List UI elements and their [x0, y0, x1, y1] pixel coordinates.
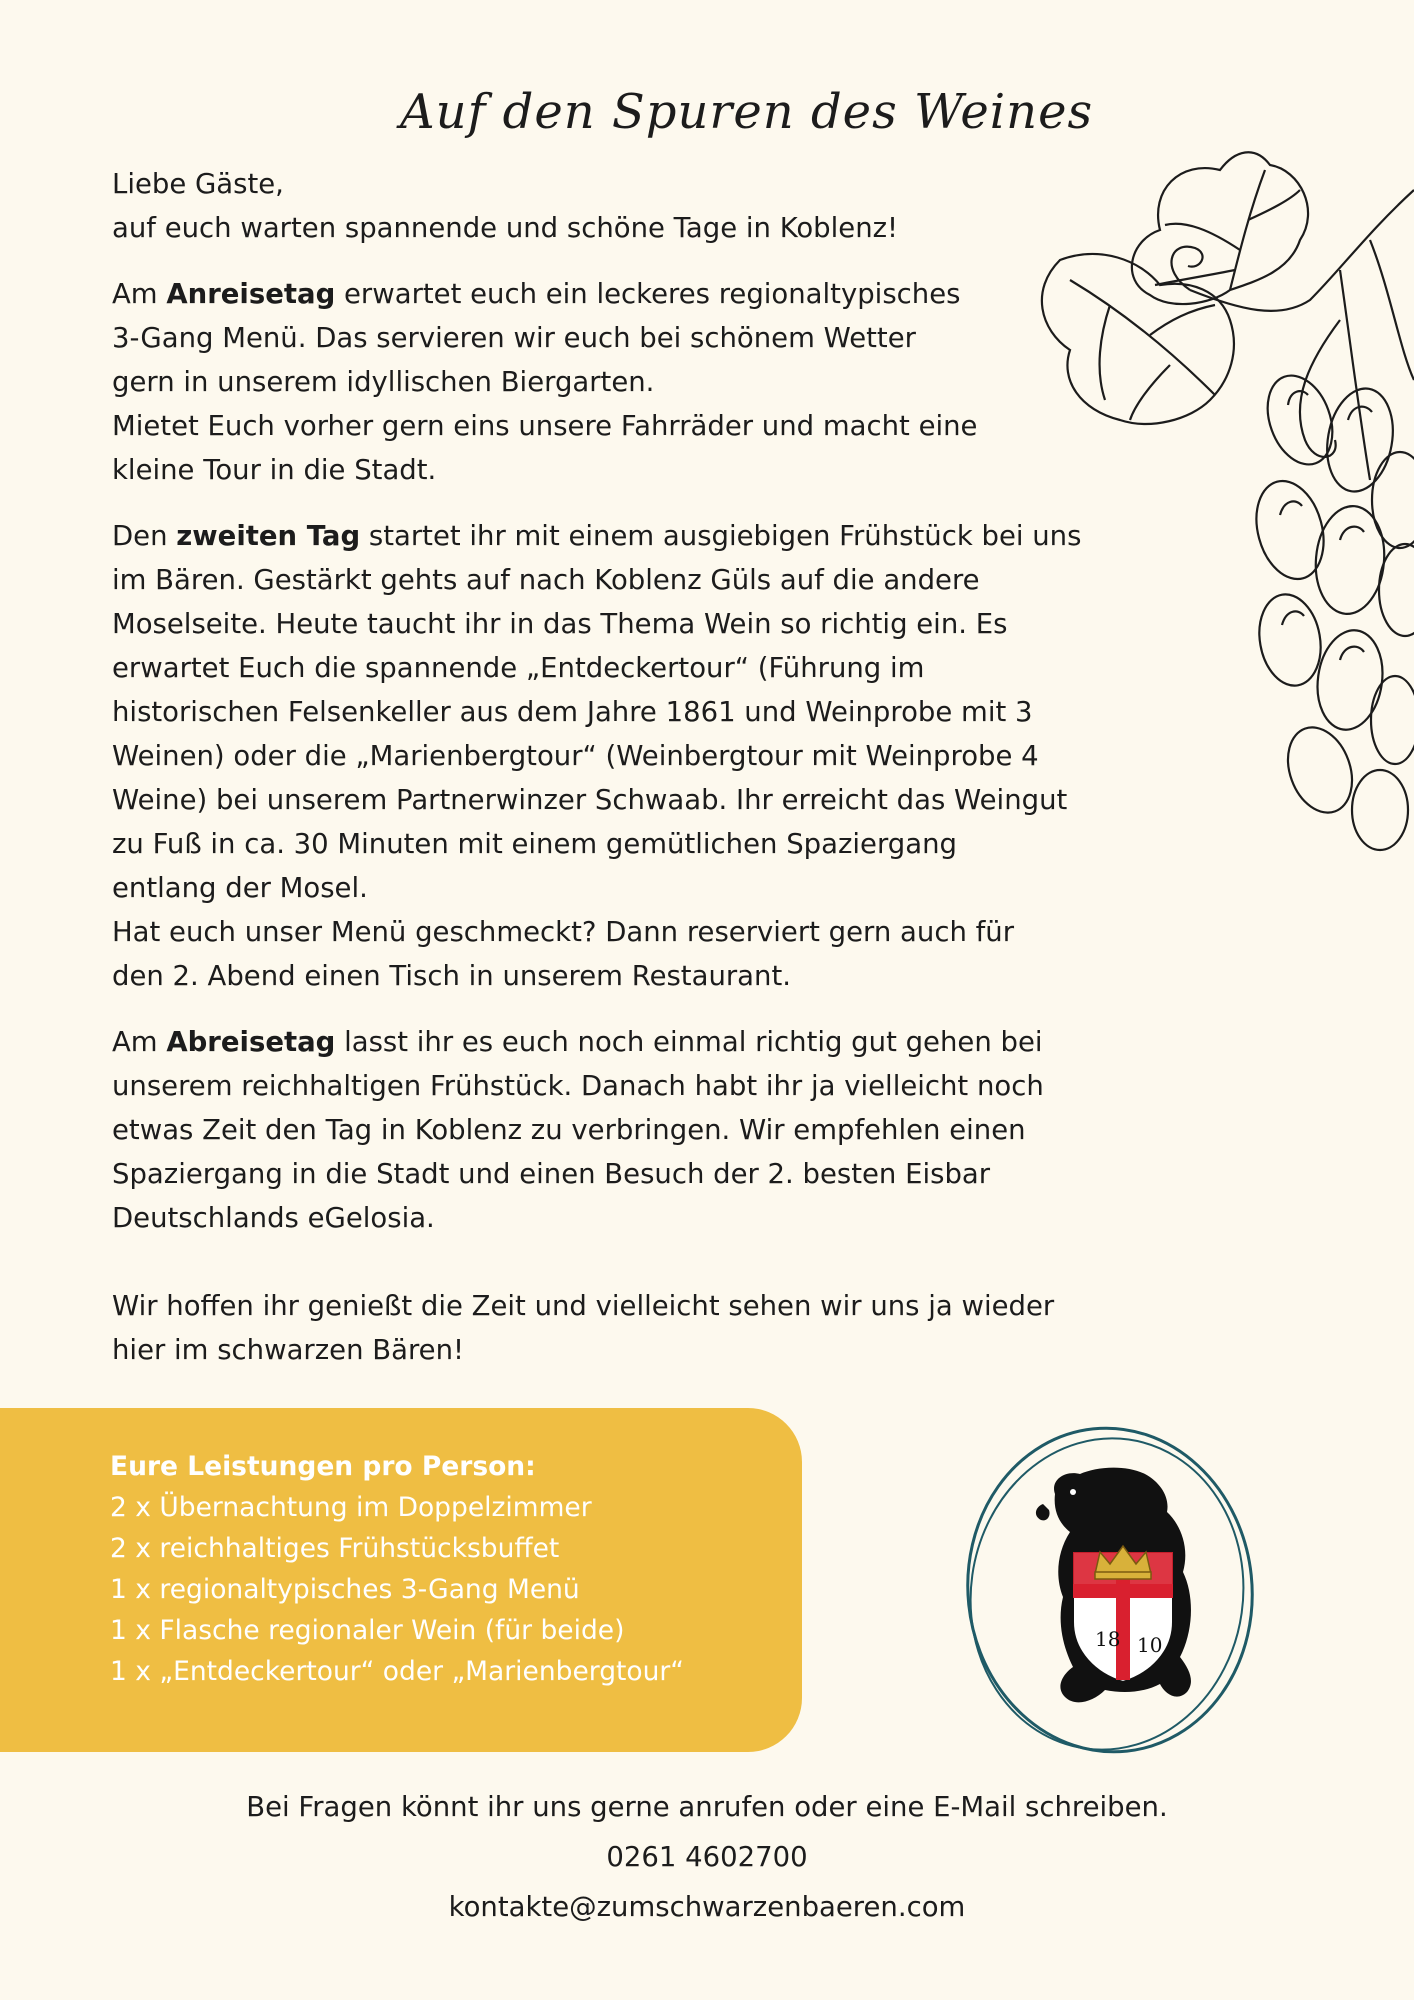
- letter-body: [112, 162, 1112, 1372]
- departure-day-highlight: Abreisetag: [166, 1026, 336, 1058]
- second-day-line: historischen Felsenkeller aus dem Jahre 1861 und Weinprobe mit 3: [112, 696, 1033, 728]
- second-day-line: im Bären. Gestärkt gehts auf nach Koblenz Güls auf die andere: [112, 564, 980, 596]
- second-day-line: Weinen) oder die „Marienbergtour“ (Weinbergtour mit Weinprobe 4: [112, 740, 1039, 772]
- second-day-line: Hat euch unser Menü geschmeckt? Dann reserviert gern auch für: [112, 916, 1015, 948]
- arrival-day-line: gern in unserem idyllischen Biergarten.: [112, 366, 655, 398]
- service-item: 1 x Flasche regionaler Wein (für beide): [110, 1615, 625, 1646]
- greeting-line: Liebe Gäste,: [112, 168, 284, 200]
- second-day-line: den 2. Abend einen Tisch in unserem Restaurant.: [112, 960, 791, 992]
- second-day-highlight: zweiten Tag: [176, 520, 361, 552]
- service-item: 1 x regionaltypisches 3-Gang Menü: [110, 1574, 580, 1605]
- service-item: 1 x „Entdeckertour“ oder „Marienbergtour“: [110, 1656, 685, 1687]
- departure-day-line: Am Abreisetag lasst ihr es euch noch einmal richtig gut gehen bei: [112, 1026, 1043, 1058]
- phone-number[interactable]: 0261 4602700: [606, 1841, 808, 1873]
- departure-day-line: Spaziergang in die Stadt und einen Besuch der 2. besten Eisbar: [112, 1158, 991, 1190]
- page-title: Auf den Spuren des Weines: [400, 84, 1094, 140]
- second-day-line: zu Fuß in ca. 30 Minuten mit einem gemütlichen Spaziergang: [112, 828, 957, 860]
- closing-line: hier im schwarzen Bären!: [112, 1334, 465, 1366]
- services-box: [0, 1408, 802, 1752]
- closing-line: Wir hoffen ihr genießt die Zeit und vielleicht sehen wir uns ja wieder: [112, 1290, 1055, 1322]
- greeting-line: auf euch warten spannende und schöne Tage in Koblenz!: [112, 212, 899, 244]
- arrival-day-line: kleine Tour in die Stadt.: [112, 454, 437, 486]
- year-right: 10: [1137, 1633, 1163, 1657]
- second-day-line: entlang der Mosel.: [112, 872, 368, 904]
- departure-day-line: etwas Zeit den Tag in Koblenz zu verbringen. Wir empfehlen einen: [112, 1114, 1026, 1146]
- arrival-day-line: 3-Gang Menü. Das servieren wir euch bei schönem Wetter: [112, 322, 916, 354]
- departure-day-line: Deutschlands eGelosia.: [112, 1202, 435, 1234]
- second-day-line: Den zweiten Tag startet ihr mit einem ausgiebigen Frühstück bei uns: [112, 520, 1082, 552]
- bear-logo: [955, 1412, 1265, 1762]
- service-item: 2 x reichhaltiges Frühstücksbuffet: [110, 1533, 560, 1564]
- contact-section: [0, 1782, 1414, 1932]
- year-left: 18: [1095, 1627, 1121, 1651]
- departure-day-line: unserem reichhaltigen Frühstück. Danach habt ihr ja vielleicht noch: [112, 1070, 1044, 1102]
- second-day-line: erwartet Euch die spannende „Entdeckertour“ (Führung im: [112, 652, 925, 684]
- second-day-line: Moselseite. Heute taucht ihr in das Thema Wein so richtig ein. Es: [112, 608, 1008, 640]
- services-title: Eure Leistungen pro Person:: [110, 1451, 536, 1482]
- service-item: 2 x Übernachtung im Doppelzimmer: [110, 1492, 592, 1523]
- arrival-day-line: Am Anreisetag erwartet euch ein leckeres regionaltypisches: [112, 278, 961, 310]
- arrival-day-highlight: Anreisetag: [166, 278, 336, 310]
- email-address[interactable]: kontakte@zumschwarzenbaeren.com: [448, 1891, 966, 1923]
- second-day-line: Weine) bei unserem Partnerwinzer Schwaab. Ihr erreicht das Weingut: [112, 784, 1068, 816]
- contact-intro: Bei Fragen könnt ihr uns gerne anrufen oder eine E-Mail schreiben.: [246, 1791, 1168, 1823]
- arrival-day-line: Mietet Euch vorher gern eins unsere Fahrräder und macht eine: [112, 410, 978, 442]
